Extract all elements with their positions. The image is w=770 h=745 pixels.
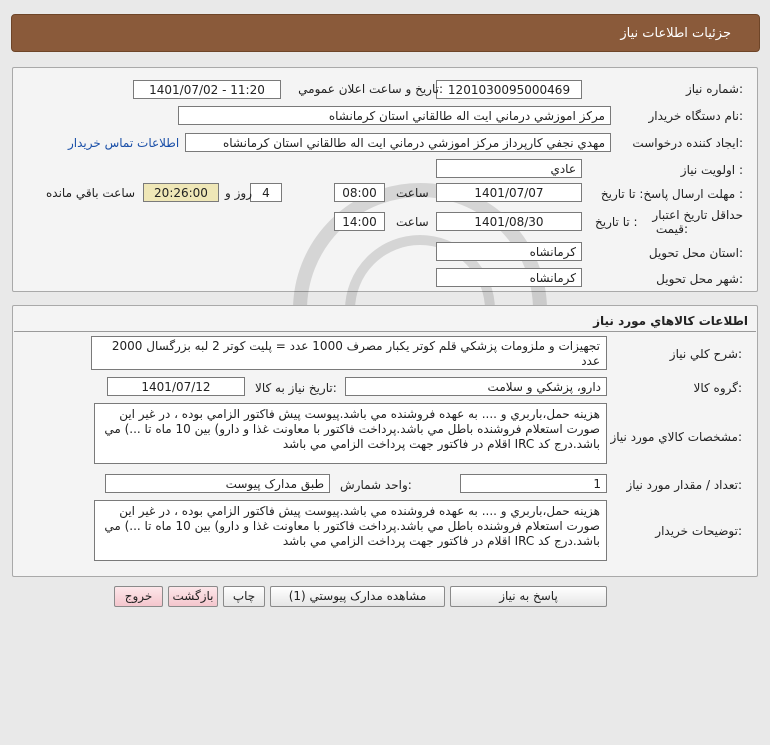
buyer-notes-label: توضيحات خريدار: xyxy=(655,524,742,538)
print-button[interactable]: چاپ xyxy=(223,586,265,607)
announce-label: تاريخ و ساعت اعلان عمومي: xyxy=(298,82,443,96)
days-remaining-field: 4 xyxy=(250,183,282,202)
section-divider xyxy=(14,331,756,332)
back-button[interactable]: بازگشت xyxy=(168,586,218,607)
unit-field: طبق مدارک پيوست xyxy=(105,474,330,493)
validity-time-label: ساعت xyxy=(396,215,429,229)
remaining-time-field: 20:26:00 xyxy=(143,183,219,202)
quantity-label: تعداد / مقدار مورد نياز: xyxy=(626,478,742,492)
province-field: کرمانشاه xyxy=(436,242,582,261)
description-field: تجهيزات و ملزومات پزشکي قلم کوتر يکبار مصرف 1000 عدد = پليت کوتر 2 لبه بزرگسال 2000 عدد xyxy=(91,336,607,370)
need-date-label: تاريخ نياز به کالا: xyxy=(255,381,337,395)
need-number-field: 1201030095000469 xyxy=(436,80,582,99)
quantity-field: 1 xyxy=(460,474,607,493)
deadline-label: مهلت ارسال پاسخ: تا تاريخ : xyxy=(600,187,743,201)
deadline-time-field: 08:00 xyxy=(334,183,385,202)
validity-date-field: 1401/08/30 xyxy=(436,212,582,231)
specs-label: مشخصات کالاي مورد نياز: xyxy=(610,430,742,444)
need-date-field: 1401/07/12 xyxy=(107,377,245,396)
announce-datetime-field: 1401/07/02 - 11:20 xyxy=(133,80,281,99)
deadline-time-label: ساعت xyxy=(396,186,429,200)
buyer-contact-link[interactable]: اطلاعات تماس خريدار xyxy=(68,136,180,150)
validity-label-2: قيمت: xyxy=(655,222,688,236)
city-label: شهر محل تحويل: xyxy=(656,272,743,286)
deadline-date-field: 1401/07/07 xyxy=(436,183,582,202)
view-attachments-button[interactable]: مشاهده مدارک پيوستي (1) xyxy=(270,586,445,607)
creator-field: مهدي نجفي کارپرداز مرکز اموزشي درماني ايت اله طالقاني استان کرمانشاه xyxy=(185,133,611,152)
validity-to-label: تا تاريخ : xyxy=(595,215,638,229)
page-title: جزئيات اطلاعات نياز xyxy=(620,26,731,41)
remaining-label: ساعت باقي مانده xyxy=(46,186,136,200)
goods-section-title: اطلاعات کالاهاي مورد نياز xyxy=(593,314,748,328)
priority-field: عادي xyxy=(436,159,582,178)
creator-label: ايجاد کننده درخواست: xyxy=(632,136,743,150)
description-label: شرح کلي نياز: xyxy=(669,347,742,361)
group-label: گروه کالا: xyxy=(693,381,742,395)
days-word-label: روز و xyxy=(225,186,252,200)
exit-button[interactable]: خروج xyxy=(114,586,163,607)
city-field: کرمانشاه xyxy=(436,268,582,287)
validity-time-field: 14:00 xyxy=(334,212,385,231)
priority-label: اولويت نياز : xyxy=(680,163,743,177)
reply-button[interactable]: پاسخ به نياز xyxy=(450,586,607,607)
buyer-org-label: نام دستگاه خريدار: xyxy=(648,109,743,123)
buyer-notes-field: هزينه حمل،باربري و .... به عهده فروشنده مي باشد.پيوست پيش فاکتور الزامي بوده ، در غير اين صورت استعلام فروشنده باطل مي باشد.پرداخت فاکتور با معاونت غذا و دارو) بين 10 ماه تا ...) مي باشد.درج کد IRC اقلام در فاکتور جهت پرداخت الزامي مي باشد xyxy=(94,500,607,561)
need-number-label: شماره نياز: xyxy=(685,82,743,96)
need-info-panel xyxy=(12,67,758,292)
buyer-org-field: مرکز اموزشي درماني ايت اله طالقاني استان کرمانشاه xyxy=(178,106,611,125)
page-header xyxy=(11,14,760,52)
group-field: دارو، پزشکي و سلامت xyxy=(345,377,607,396)
specs-field: هزينه حمل،باربري و .... به عهده فروشنده مي باشد.پيوست پيش فاکتور الزامي بوده ، در غير اين صورت استعلام فروشنده باطل مي باشد.پرداخت فاکتور با معاونت غذا و دارو) بين 10 ماه تا ...) مي باشد.درج کد IRC اقلام در فاکتور جهت پرداخت الزامي مي باشد xyxy=(94,403,607,464)
unit-label: واحد شمارش: xyxy=(340,478,412,492)
province-label: استان محل تحويل: xyxy=(648,246,743,260)
validity-label: حداقل تاريخ اعتبار xyxy=(652,208,743,222)
